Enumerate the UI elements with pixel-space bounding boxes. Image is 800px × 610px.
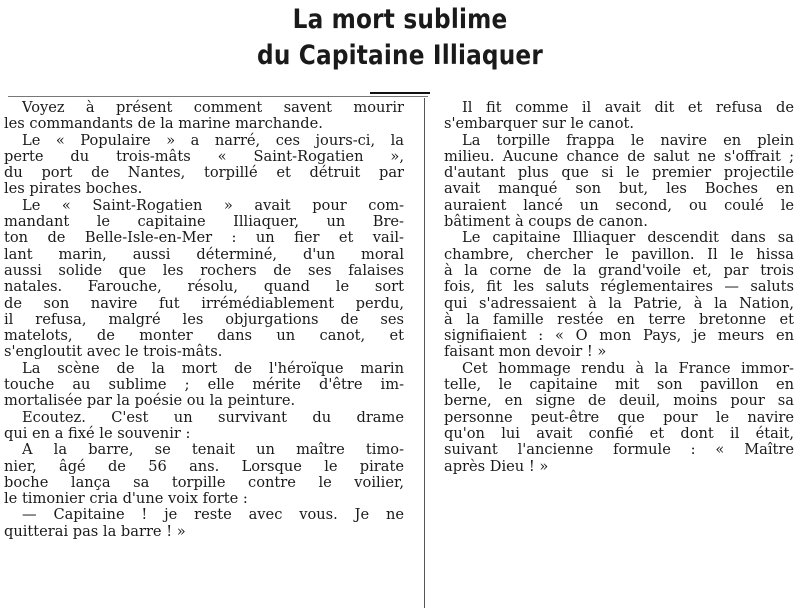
paragraph-line: La torpille frappa le navire en plein [462, 131, 794, 149]
column-top-rule [8, 96, 428, 97]
paragraph-line: milieu. Aucune chance de salut ne s'offrait ; [444, 147, 794, 165]
paragraph-line: perte du trois-mâts « Saint-Rogatien », [4, 147, 404, 165]
column-divider [424, 98, 425, 608]
paragraph-line: après Dieu ! » [444, 457, 549, 475]
paragraph-line: nier, âgé de 56 ans. Lorsque le pirate [4, 457, 404, 475]
paragraph-line: fois, fit les saluts réglementaires — saluts [444, 278, 794, 296]
paragraph-line: A la barre, se tenait un maître timo- [22, 441, 404, 459]
article-paragraph [4, 198, 404, 361]
paragraph-line: s'engloutit avec le trois-mâts. [4, 343, 223, 361]
paragraph-line: à la famille restée en terre bretonne et [444, 310, 794, 328]
paragraph-line: Le « Saint-Rogatien » avait pour com- [22, 196, 404, 214]
paragraph-line: berne, en signe de deuil, moins pour sa [444, 392, 794, 410]
article-paragraph [4, 133, 404, 198]
article-title-line-1: La mort sublime [292, 4, 508, 35]
article-paragraph [4, 100, 404, 133]
paragraph-line: ton de Belle-Isle-en-Mer : un fier et vail- [4, 229, 404, 247]
article-paragraph [444, 133, 794, 231]
paragraph-line: Ecoutez. C'est un survivant du drame [22, 408, 404, 426]
paragraph-line: le timonier cria d'une voix forte : [4, 490, 248, 508]
title-underline [370, 92, 430, 94]
paragraph-line: — Capitaine ! je reste avec vous. Je ne [22, 506, 404, 524]
paragraph-line: qu'on lui avait confié et dont il était, [444, 424, 794, 442]
paragraph-line: lant marin, aussi déterminé, d'un moral [4, 245, 404, 263]
paragraph-line: La scène de la mort de l'héroïque marin [22, 359, 404, 377]
article-title-line-2: du Capitaine Illiaquer [257, 40, 543, 71]
article-paragraph [444, 361, 794, 475]
paragraph-line: Il fit comme il avait dit et refusa de [462, 99, 794, 116]
paragraph-line: Cet hommage rendu à la France immor- [462, 359, 794, 377]
paragraph-line: personne peut-être que pour le navire [444, 408, 794, 426]
paragraph-line: boche lança sa torpille contre le voilier, [4, 473, 404, 491]
article-paragraph [4, 442, 404, 507]
paragraph-line: mandant le capitaine Illiaquer, un Bre- [4, 213, 404, 231]
paragraph-line: avait manqué son but, les Boches en [444, 180, 794, 198]
paragraph-line: signifiaient : « O mon Pays, je meurs en [444, 327, 794, 345]
article-paragraph [4, 507, 404, 540]
paragraph-line: qui s'adressaient à la Patrie, à la Nation, [444, 294, 794, 312]
paragraph-line: telle, le capitaine mit son pavillon en [444, 376, 794, 394]
paragraph-line: aussi solide que les rochers de ses falaises [4, 261, 404, 279]
paragraph-line: d'autant plus que si le premier projectile [444, 164, 794, 182]
paragraph-line: touche au sublime ; elle mérite d'être im- [4, 376, 404, 394]
paragraph-line: Voyez à présent comment savent mourir [22, 99, 404, 116]
paragraph-line: quitterai pas la barre ! » [4, 522, 186, 540]
paragraph-line: de son navire fut irrémédiablement perdu, [4, 294, 404, 312]
paragraph-line: chambre, chercher le pavillon. Il le hissa [444, 245, 794, 263]
paragraph-line: du port de Nantes, torpillé et détruit par [4, 164, 404, 182]
paragraph-line: bâtiment à coups de canon. [444, 213, 648, 231]
paragraph-line: il refusa, malgré les objurgations de ses [4, 310, 404, 328]
paragraph-line: faisant mon devoir ! » [444, 343, 607, 361]
paragraph-line: s'embarquer sur le canot. [444, 115, 634, 133]
paragraph-line: les pirates boches. [4, 180, 143, 198]
article-left-column [4, 100, 404, 540]
article-paragraph [4, 410, 404, 443]
article-paragraph [4, 361, 404, 410]
article-paragraph [444, 230, 794, 360]
paragraph-line: Le capitaine Illiaquer descendit dans sa [462, 229, 794, 247]
article-right-column [444, 100, 794, 475]
paragraph-line: les commandants de la marine marchande. [4, 115, 323, 133]
paragraph-line: natales. Farouche, résolu, quand le sort [4, 278, 404, 296]
paragraph-line: qui en a fixé le souvenir : [4, 424, 191, 442]
article-title-block [230, 0, 570, 100]
paragraph-line: mortalisée par la poésie ou la peinture. [4, 392, 296, 410]
paragraph-line: Le « Populaire » a narré, ces jours-ci, la [22, 131, 404, 149]
paragraph-line: suivant l'ancienne formule : « Maître [444, 441, 794, 459]
article-paragraph [444, 100, 794, 133]
paragraph-line: à la corne de la grand'voile et, par trois [444, 261, 794, 279]
paragraph-line: matelots, de monter dans un canot, et [4, 327, 404, 345]
paragraph-line: auraient lancé un second, ou coulé le [444, 196, 794, 214]
